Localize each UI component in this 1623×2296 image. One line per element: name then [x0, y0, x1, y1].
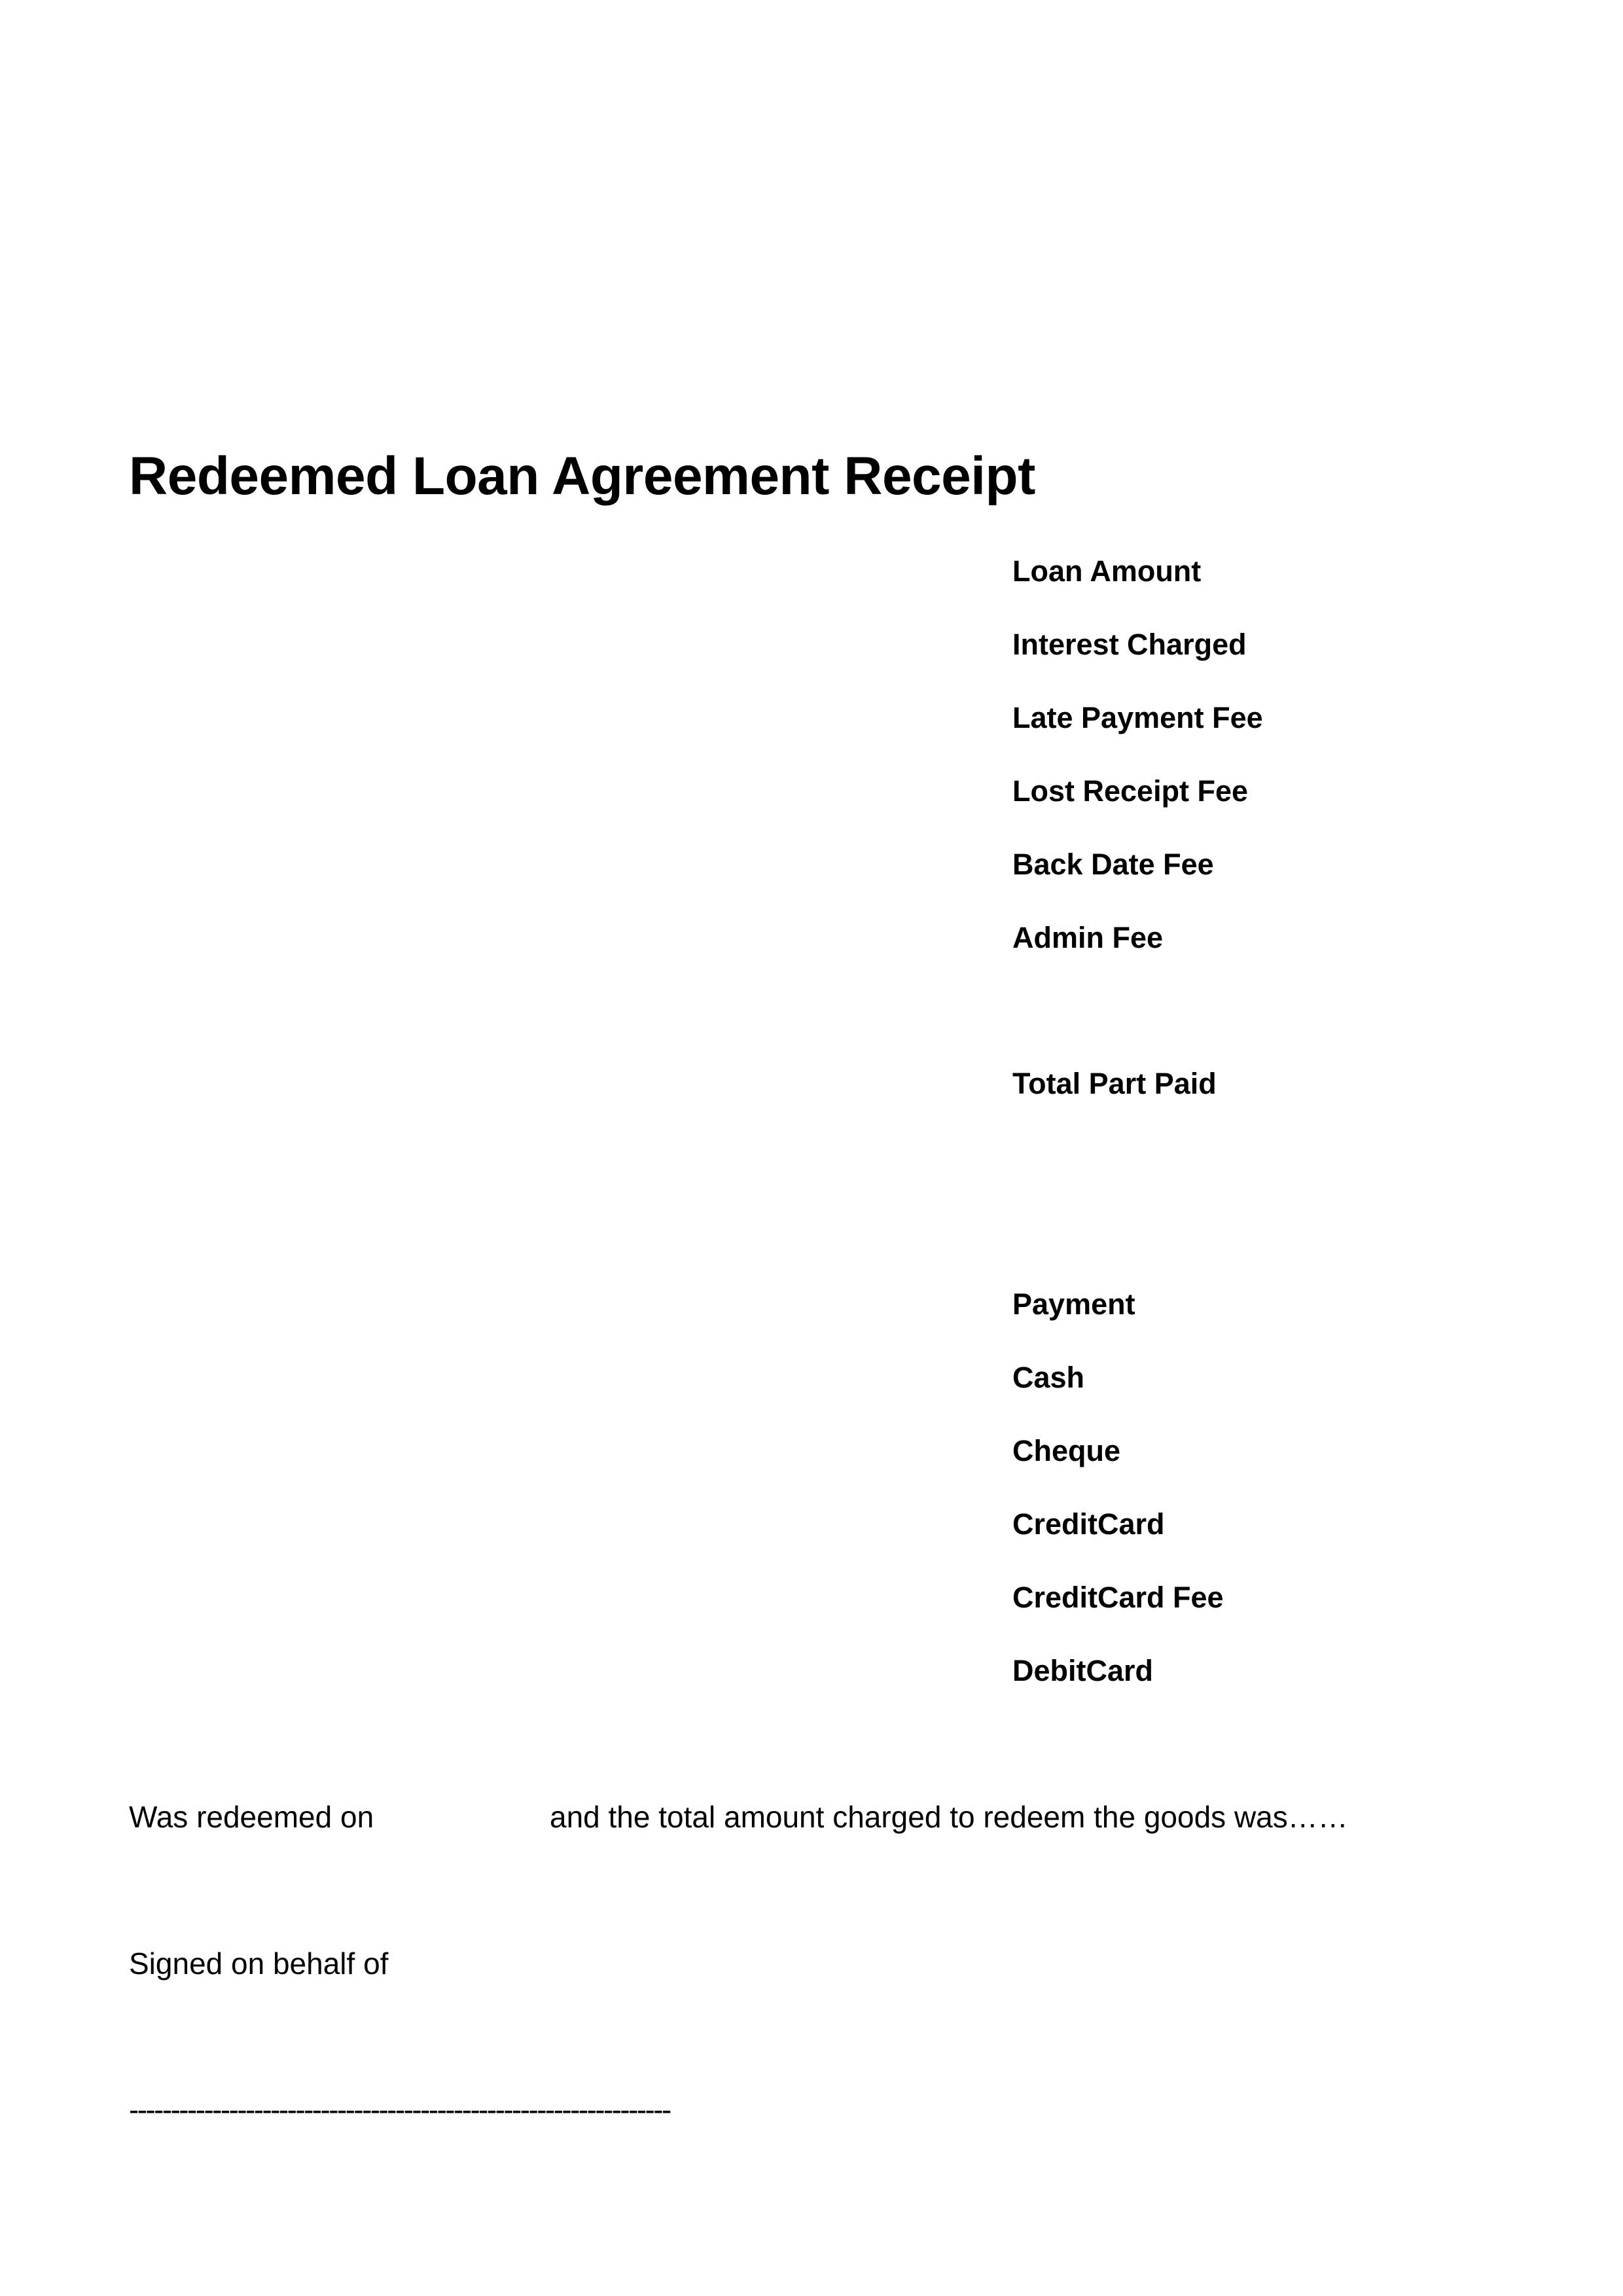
signed-on-behalf-of-text: Signed on behalf of: [129, 1946, 389, 1981]
loan-amount-label: Loan Amount: [1012, 554, 1202, 588]
cheque-label: Cheque: [1012, 1434, 1121, 1467]
late-payment-fee-label: Late Payment Fee: [1012, 701, 1263, 734]
cash-label: Cash: [1012, 1361, 1085, 1394]
admin-fee-label: Admin Fee: [1012, 921, 1164, 954]
fee-label-list: [1012, 548, 1263, 988]
payment-label-list: [1012, 1282, 1224, 1721]
lost-receipt-fee-label: Lost Receipt Fee: [1012, 774, 1249, 808]
total-amount-charged-text: and the total amount charged to redeem the goods was……: [550, 1800, 1348, 1834]
total-part-paid-label: Total Part Paid: [1012, 1067, 1217, 1100]
interest-charged-label: Interest Charged: [1012, 628, 1247, 661]
credit-card-label: CreditCard: [1012, 1507, 1165, 1541]
signature-line: -----------------------------------------------------------------: [129, 2092, 670, 2126]
redeemed-on-text: Was redeemed on: [129, 1800, 374, 1834]
debit-card-label: DebitCard: [1012, 1654, 1154, 1687]
page-title: Redeemed Loan Agreement Receipt: [129, 446, 1035, 506]
back-date-fee-label: Back Date Fee: [1012, 848, 1214, 881]
credit-card-fee-label: CreditCard Fee: [1012, 1581, 1224, 1614]
payment-label: Payment: [1012, 1287, 1135, 1321]
